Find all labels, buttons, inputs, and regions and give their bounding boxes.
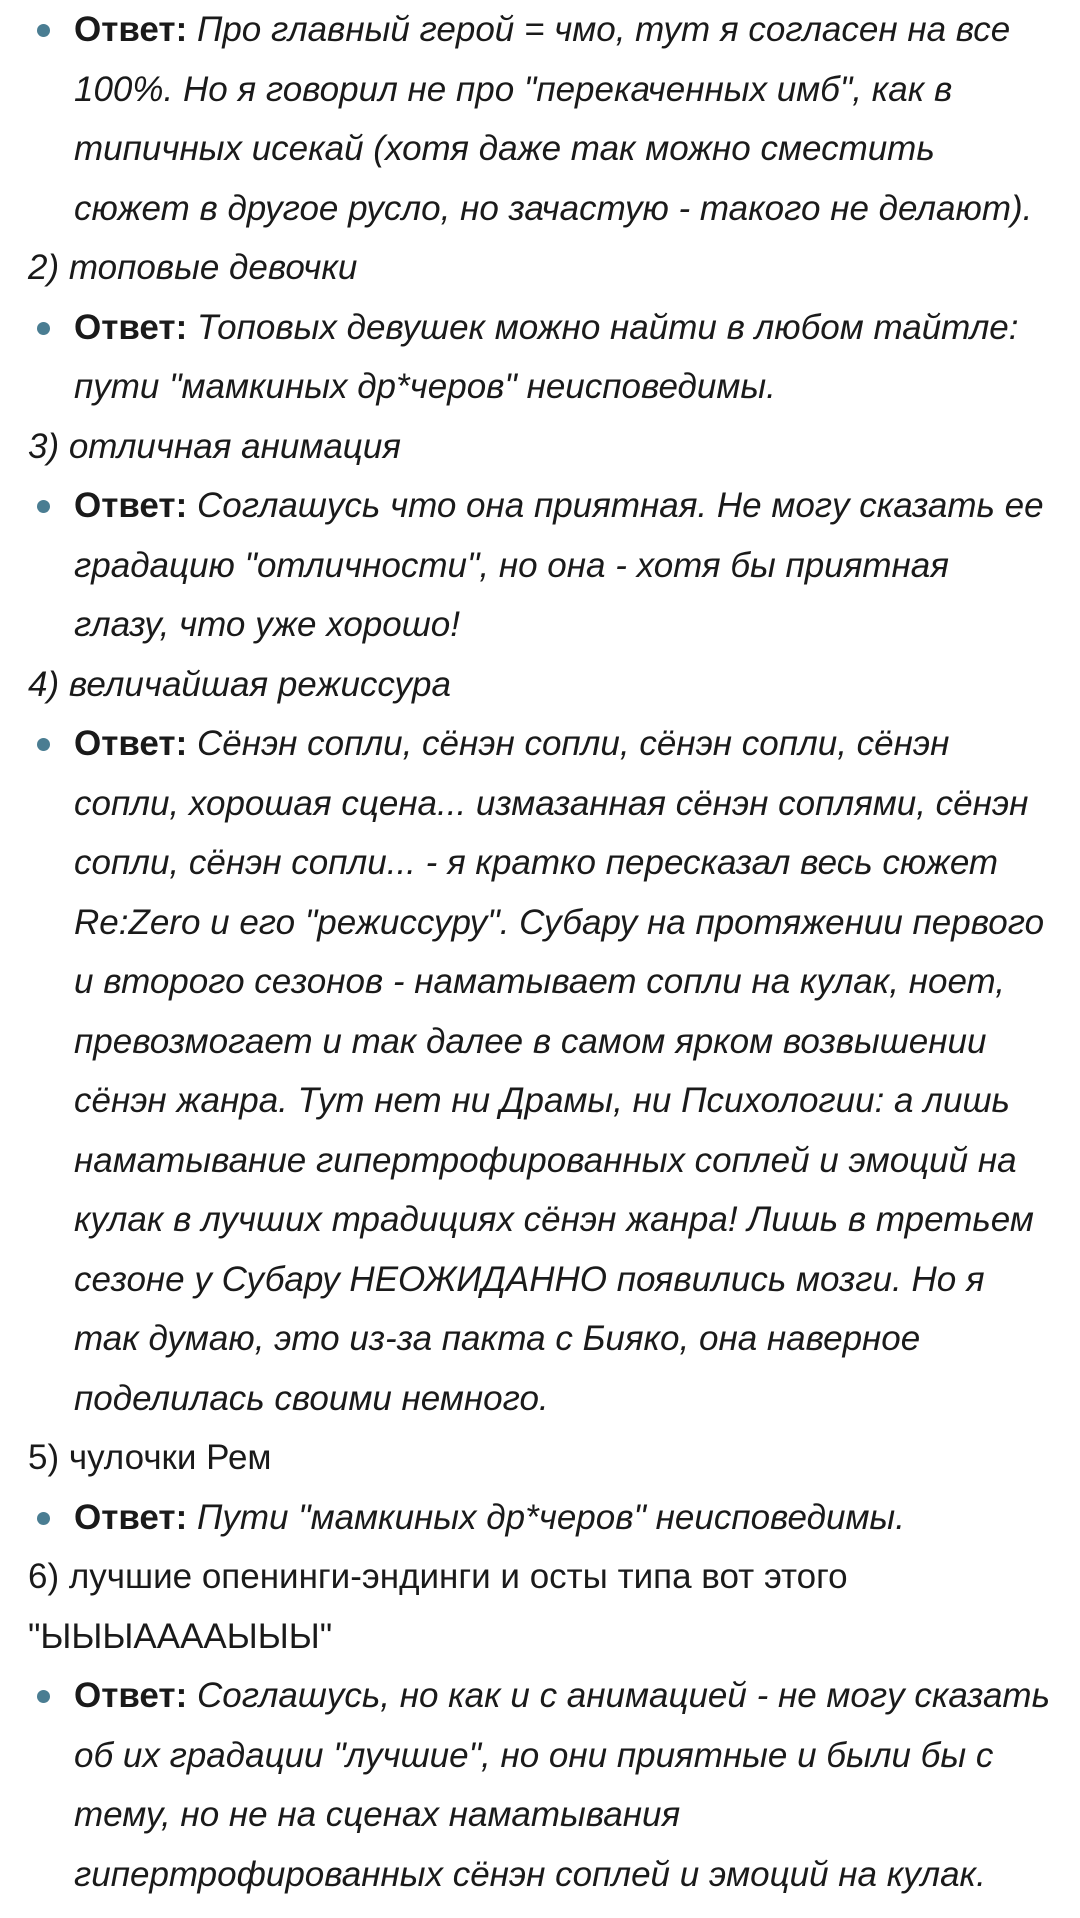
point-heading: 6) лучшие опенинги-эндинги и осты типа вот этого "ЫЫЫААААЫЫЫ"	[28, 1557, 848, 1656]
answer-label: Ответ:	[74, 724, 188, 763]
answer-text: Сёнэн сопли, сёнэн сопли, сёнэн сопли, сёнэн сопли, хорошая сцена... измазанная сёнэн соплями, сёнэн сопли, сёнэн сопли... - я кратко пересказал весь сюжет Re:Zero и его "режиссуру". Субару на протяжении первого и второго сезонов - наматывает сопли на кулак, ноет, превозмогает и так далее в самом ярком возвышении сёнэн жанра. Тут нет ни Драмы, ни Психологии: а лишь наматывание гипертрофированных соплей и эмоций на кулак в лучших традициях сёнэн жанра! Лишь в третьем сезоне у Субару НЕОЖИДАННО появились мозги. Но я так думаю, это из-за пакта с Бияко, она наверное поделилась своими немного.	[74, 724, 1045, 1418]
answer-text: Про главный герой = чмо, тут я согласен на все 100%. Но я говорил не про "перекаченных имб", как в типичных исекай (хотя даже так можно сместить сюжет в другое русло, но зачастую - такого не делают).	[74, 10, 1033, 228]
answer-label: Ответ:	[74, 1497, 188, 1537]
bullet-dot	[37, 1690, 50, 1703]
bullet-dot	[37, 1512, 50, 1525]
answer-text: Пути "мамкиных др*черов" неисповедимы.	[196, 1497, 905, 1537]
answer-item	[28, 714, 1052, 1428]
answer-item	[28, 298, 1052, 417]
point-heading: 3) отличная анимация	[28, 426, 401, 466]
answer-text: Соглашусь что она приятная. Не могу сказать ее градацию "отличности", но она - хотя бы приятная глазу, что уже хорошо!	[74, 486, 1044, 644]
answer-text: Соглашусь, но как и с анимацией - не могу сказать об их градации "лучшие", но они приятные и были бы с тему, но не на сценах наматывания гипертрофированных сёнэн соплей и эмоций на кулак.	[74, 1676, 1050, 1894]
point-heading: 4) величайшая режиссура	[28, 664, 451, 704]
answer-item	[28, 1488, 1052, 1548]
bullet-dot	[37, 24, 50, 37]
answer-item	[28, 0, 1052, 238]
bullet-dot	[37, 322, 50, 335]
bullet-dot	[37, 738, 50, 751]
answer-item	[28, 1666, 1052, 1904]
bullet-dot	[37, 500, 50, 513]
point-heading: 2) топовые девочки	[28, 248, 358, 287]
answer-label: Ответ:	[74, 307, 188, 347]
point-heading: 5) чулочки Рем	[28, 1438, 272, 1477]
answer-label: Ответ:	[74, 10, 188, 49]
answer-item	[28, 476, 1052, 655]
answer-label: Ответ:	[74, 1676, 188, 1715]
answer-text: Топовых девушек можно найти в любом тайтле: пути "мамкиных др*черов" неисповедимы.	[74, 307, 1019, 406]
answer-label: Ответ:	[74, 486, 188, 525]
